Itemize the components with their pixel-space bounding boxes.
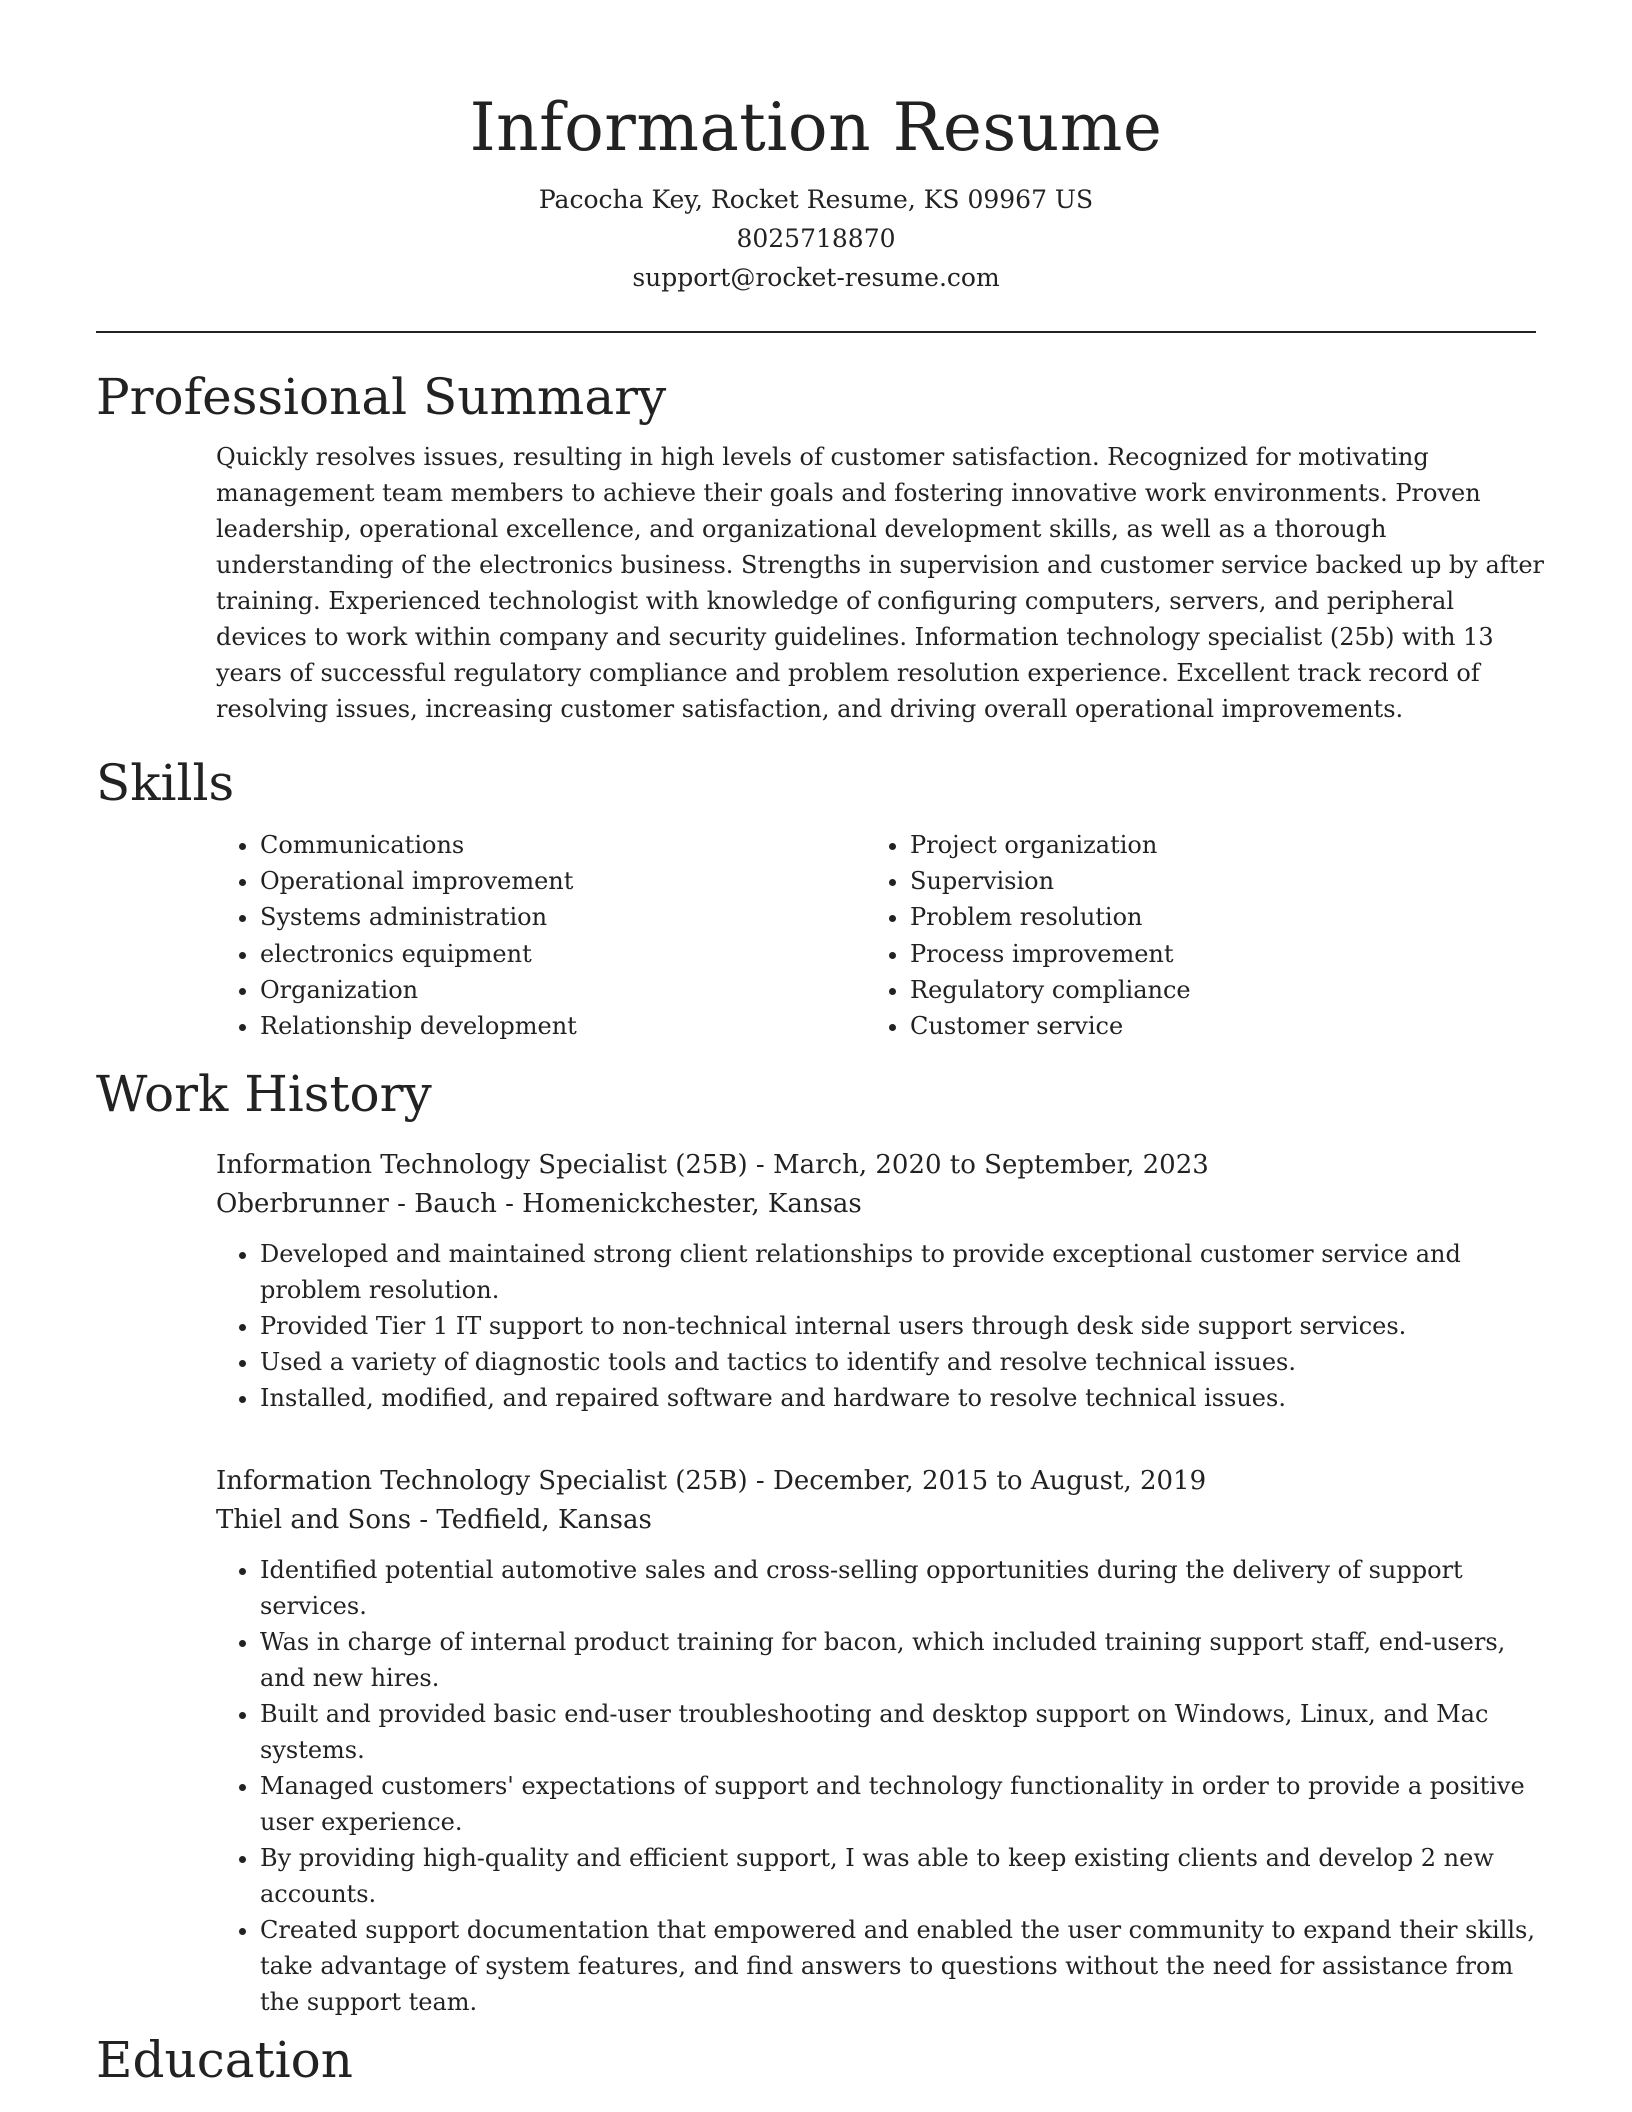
phone-text: 8025718870	[736, 224, 896, 253]
job-bullet: • Managed customers' expectations of support and technology functionality in order to provide a positive user experience.	[260, 1768, 1550, 1840]
skills-list-left	[216, 827, 866, 1044]
job-bullet-list	[216, 1552, 1550, 2020]
job-company-line: Thiel and Sons - Tedfield, Kansas	[216, 1505, 652, 1536]
job-bullet: • Identified potential automotive sales and cross-selling opportunities during the delivery of support services.	[260, 1552, 1550, 1624]
job-bullet: • Used a variety of diagnostic tools and tactics to identify and resolve technical issues.	[260, 1344, 1550, 1380]
skill-item: • Process improvement	[910, 936, 1516, 972]
job-bullet: • By providing high-quality and efficient support, I was able to keep existing clients and develop 2 new accounts.	[260, 1840, 1550, 1912]
job-bullet: • Developed and maintained strong client relationships to provide exceptional customer service and problem resolution.	[260, 1236, 1550, 1308]
skill-item: • Project organization	[910, 827, 1516, 863]
skill-item: • Relationship development	[260, 1008, 866, 1044]
work-history-section	[216, 1146, 1536, 2020]
job-entry	[216, 1462, 1536, 2020]
skill-item: • Organization	[260, 972, 866, 1008]
job-title-line: Information Technology Specialist (25B) - December, 2015 to August, 2019	[216, 1466, 1207, 1497]
work-history-heading: Work History	[96, 1065, 432, 1124]
skill-item: • Customer service	[910, 1008, 1516, 1044]
address-text: Pacocha Key, Rocket Resume, KS 09967 US	[538, 185, 1094, 214]
skill-item: • Systems administration	[260, 899, 866, 935]
resume-name: Information Resume	[469, 89, 1163, 166]
email-text: support@rocket-resume.com	[632, 263, 1000, 292]
job-company-line: Oberbrunner - Bauch - Homenickchester, Kansas	[216, 1189, 862, 1220]
header-divider	[96, 331, 1536, 333]
skill-item: • Supervision	[910, 863, 1516, 899]
resume-page	[96, 0, 1544, 2090]
skills-heading: Skills	[96, 754, 235, 812]
education-heading: Education	[96, 2031, 353, 2090]
job-bullet: • Provided Tier 1 IT support to non-technical internal users through desk side support services.	[260, 1308, 1550, 1344]
job-bullet-list	[216, 1236, 1550, 1416]
job-bullet: • Installed, modified, and repaired software and hardware to resolve technical issues.	[260, 1380, 1550, 1416]
skill-item: • Operational improvement	[260, 863, 866, 899]
skill-item: • Communications	[260, 827, 866, 863]
resume-header	[96, 0, 1536, 297]
job-entry	[216, 1146, 1536, 1416]
summary-text: Quickly resolves issues, resulting in high levels of customer satisfaction. Recognized for motivating management team members to achieve their goals and fostering innovative work environments. Proven leadership, operational excellence, and organizational development skills, as well as a thorough understanding of the electronics business. Strengths in supervision and customer service backed up by after training. Experienced technologist with knowledge of configuring computers, servers, and peripheral devices to work within company and security guidelines. Information technology specialist (25b) with 13 years of successful regulatory compliance and problem resolution experience. Excellent track record of resolving issues, increasing customer satisfaction, and driving overall operational improvements.	[216, 443, 1544, 723]
job-bullet: • Created support documentation that empowered and enabled the user community to expand their skills, take advantage of system features, and find answers to questions without the need for assistance from the support team.	[260, 1912, 1550, 2020]
skill-item: • Problem resolution	[910, 899, 1516, 935]
summary-section	[216, 439, 1544, 727]
job-bullet: • Was in charge of internal product training for bacon, which included training support staff, end-users, and new hires.	[260, 1624, 1550, 1696]
skill-item: • electronics equipment	[260, 936, 866, 972]
job-bullet: • Built and provided basic end-user troubleshooting and desktop support on Windows, Linux, and Mac systems.	[260, 1696, 1550, 1768]
contact-block	[96, 180, 1536, 297]
skills-section	[216, 827, 1536, 1044]
job-title-line: Information Technology Specialist (25B) - March, 2020 to September, 2023	[216, 1150, 1209, 1181]
skill-item: • Regulatory compliance	[910, 972, 1516, 1008]
skills-list-right	[866, 827, 1516, 1044]
summary-heading: Professional Summary	[96, 368, 667, 426]
